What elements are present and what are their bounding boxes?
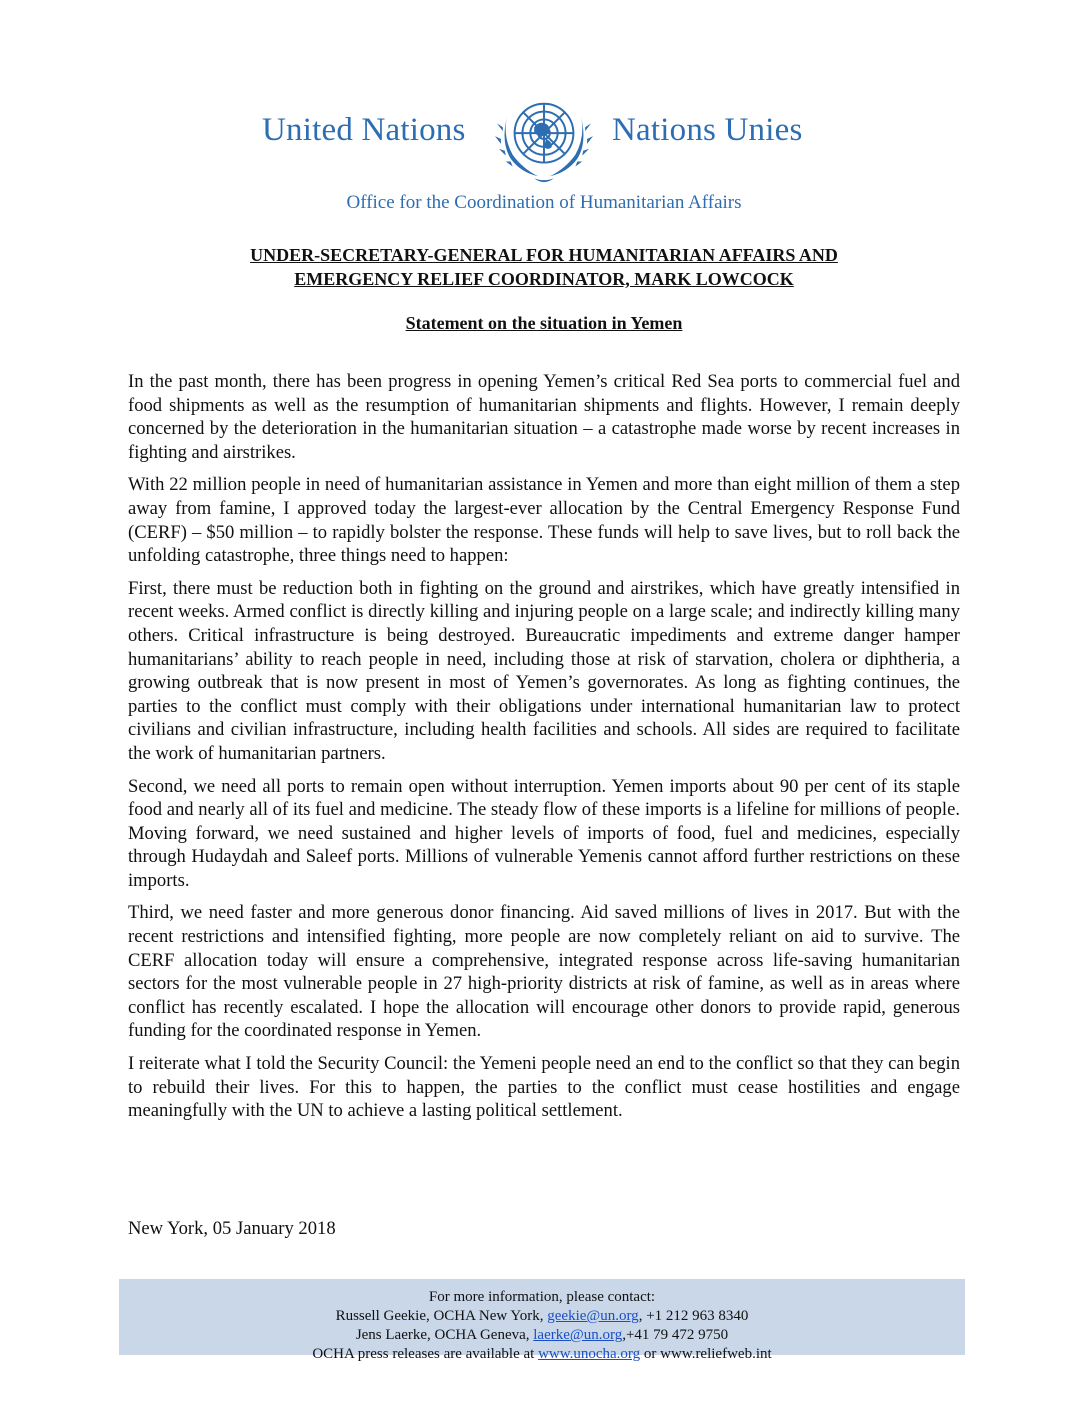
contact-text: or www.reliefweb.int (640, 1346, 772, 1362)
paragraph: I reiterate what I told the Security Council: the Yemeni people need an end to the conflict so that they can begin to rebuild their lives. For this to happen, the parties to the conflict must cease hostilities and engage meaningfully with the UN to achieve a lasting political settlement. (128, 1053, 960, 1122)
contact-text: OCHA press releases are available at (312, 1346, 539, 1362)
email-link-geekie[interactable]: geekie@un.org (547, 1308, 639, 1324)
heading-line-2: EMERGENCY RELIEF COORDINATOR, MARK LOWCOCK (294, 269, 794, 289)
org-name-english: United Nations (262, 112, 466, 148)
statement-title: Statement on the situation in Yemen (405, 313, 683, 333)
contact-line-press (119, 1345, 965, 1364)
paragraph: Second, we need all ports to remain open without interruption. Yemen imports about 90 per cent of its staple food and nearly all of its fuel and medicine. The steady flow of these imports is a lifeline for millions of people. Moving forward, we need sustained and higher levels of imports of food, fuel and medicines, especially through Hudaydah and Saleef ports. Millions of vulnerable Yemenis cannot afford further restrictions on these imports. (128, 775, 960, 891)
contact-text: Russell Geekie, OCHA New York, (335, 1308, 548, 1324)
paragraph: Third, we need faster and more generous donor financing. Aid saved millions of lives in 2017. But with the recent restrictions and intensified fighting, more people are now completely reliant on aid to survive. The CERF allocation today will ensure a comprehensive, integrated response across life-saving humanitarian sectors for the most vulnerable people in 27 high-priority districts at risk of famine, as well as in areas where conflict has recently escalated. I hope the allocation will encourage other donors to provide rapid, generous funding for the coordinated response in Yemen. (128, 902, 960, 1042)
heading-line-1: UNDER-SECRETARY-GENERAL FOR HUMANITARIAN AFFAIRS AND (250, 245, 838, 265)
contact-text: , +1 212 963 8340 (638, 1308, 749, 1324)
paragraph: First, there must be reduction both in fighting on the ground and airstrikes, which have greatly intensified in recent weeks. Armed conflict is directly killing and injuring people on a large scale; and indirectly killing many others. Critical infrastructure is being destroyed. Bureaucratic impediments and extreme danger hamper humanitarians’ ability to reach people in need, including those at risk of starvation, cholera or diphtheria, a growing outbreak that is now present in most of Yemen’s governorates. As long as fighting continues, the parties to the conflict must comply with their obligations under international humanitarian law to protect civilians and civilian infrastructure, including health facilities and schools. All sides are required to facilitate the work of humanitarian partners. (128, 577, 960, 764)
email-link-laerke[interactable]: laerke@un.org (533, 1327, 623, 1343)
contact-text: ,+41 79 472 9750 (622, 1327, 729, 1343)
contact-text: Jens Laerke, OCHA Geneva, (355, 1327, 534, 1343)
document-heading (0, 243, 1088, 291)
letterhead (0, 82, 1088, 192)
office-name: Office for the Coordination of Humanitarian Affairs (346, 192, 742, 213)
contact-box (119, 1279, 965, 1362)
contact-line-new-york (119, 1307, 965, 1326)
paragraph: With 22 million people in need of humanitarian assistance in Yemen and more than eight million of them a step away from famine, I approved today the largest-ever allocation by the Central Emergency Response Fund (CERF) – $50 million – to rapidly bolster the response. These funds will help to save lives, but to roll back the unfolding catastrophe, three things need to happen: (128, 474, 960, 567)
statement-body (128, 370, 960, 1132)
org-name-french: Nations Unies (612, 112, 803, 148)
unocha-link[interactable]: www.unocha.org (538, 1346, 641, 1362)
un-emblem-icon (495, 88, 593, 192)
dateline: New York, 05 January 2018 (128, 1218, 336, 1239)
contact-intro: For more information, please contact: (428, 1289, 656, 1305)
contact-line-geneva (119, 1326, 965, 1345)
paragraph: In the past month, there has been progress in opening Yemen’s critical Red Sea ports to commercial fuel and food shipments as well as the resumption of humanitarian shipments and flights. However, I remain deeply concerned by the deterioration in the humanitarian situation – a catastrophe made worse by recent increases in fighting and airstrikes. (128, 371, 960, 463)
